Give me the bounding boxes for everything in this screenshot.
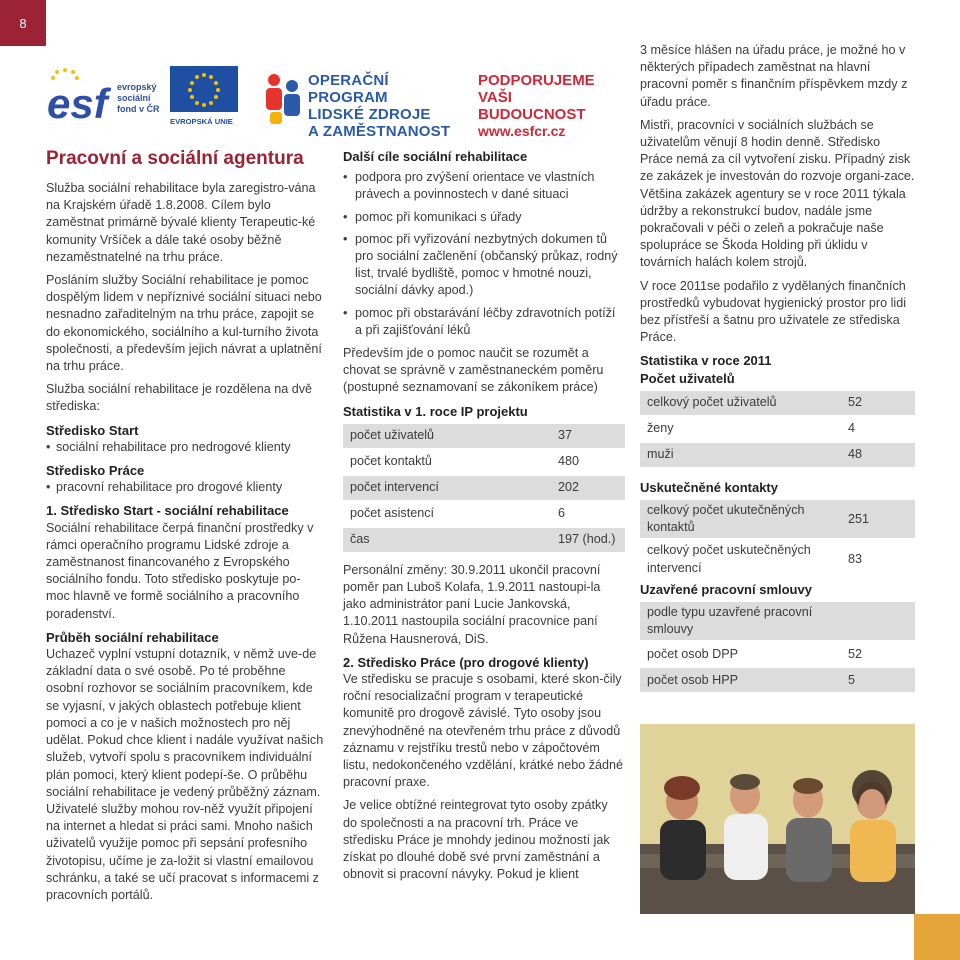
paragraph: 3 měsíce hlášen na úřadu práce, je možné ho v některých případech zaměstnat na hlavní pracovní poměr s finančním příspěvkem mzdy z úřadu práce. (640, 43, 908, 109)
heading-kontakty: Uskutečněné kontakty (640, 479, 778, 495)
page-title: Pracovní a sociální agentura (46, 148, 304, 169)
table-row: ženy 4 (647, 421, 856, 436)
table-row: podle typu uzavřené pracovní smlouvy (640, 602, 915, 640)
table-row: celkový počet uskutečněných intervencí 83 (647, 543, 863, 575)
paragraph: Je velice obtížné reintegrovat tyto osoby zpátky do společnosti a na pracovní trh. Práce ve středisku Práce je mnohdy jedinou možností jak získat po dlouhé době své první zaměstnání a obnovit si pracovní návyky. Pokud je klient (343, 798, 610, 882)
eu-flag-logo (170, 66, 240, 128)
podporujeme-logo: PODPORUJEME VAŠI BUDOUCNOST www.esfcr.cz (478, 66, 618, 128)
paragraph: Ve středisku se pracuje s osobami, které skon-čily roční resocializační program v terapeutické komunitě pro drogově závislé. Tyto osoby jsou znevýhodněné na otevřeném trhu práce z důvodů záznamu v rejstříku trestů nebo v zápočtovém listu, nedokončeného vzdělání, krátké nebo žádné pracovní praxe. (343, 672, 624, 790)
heading-statistika-2011: Statistika v roce 2011 (640, 353, 772, 369)
corner-decoration (914, 914, 960, 960)
op-lzz-logo: OPERAČNÍ PROGRAM LIDSKÉ ZDROJE A ZAMĚSTNANOST (262, 66, 462, 128)
heading-pocet-uzivatelu: Počet uživatelů (640, 370, 735, 386)
stats-table-ip (343, 422, 625, 554)
list-item: • pomoc při komunikaci s úřady (343, 209, 625, 226)
heading-stredisko-prace: Středisko Práce (46, 463, 145, 479)
table-row: čas 197 (hod.) (343, 528, 625, 552)
bullet-list (46, 439, 324, 456)
table-row: počet intervencí 202 (343, 476, 625, 500)
paragraph: V roce 2011se podařilo z vydělaných finančních prostředků vybudovat hygienický prostor pro lidi bez přístřeší a šatnu pro uživatele ze střediska Práce. (640, 278, 906, 345)
list-item: • sociální rehabilitace pro nedrogové klienty (46, 439, 324, 456)
table-row: muži 48 (640, 443, 915, 467)
esf-wordmark: esf (47, 80, 108, 127)
esf-logo (47, 66, 165, 128)
column-right (640, 42, 915, 702)
column-left (46, 148, 324, 910)
table-row: celkový počet uživatelů 52 (640, 391, 915, 415)
svg-text:EVROPSKÁ UNIE: EVROPSKÁ UNIE (170, 117, 233, 126)
bullet-list (46, 479, 324, 496)
table-row: počet kontaktů 480 (350, 454, 580, 469)
paragraph: Sociální rehabilitace čerpá finanční prostředky v rámci operačního programu Lidské zdroje a zaměstnanost financovaného z Evropského sociálního fondu. Toto středisko poskytuje po-moc hlavně ve formě sociálního a pracovního poradenství. (46, 520, 314, 621)
page-number: 8 (0, 0, 46, 46)
table-row: počet osob HPP 5 (640, 668, 915, 692)
heading-statistika-ip: Statistika v 1. roce IP projektu (343, 403, 528, 419)
heading-section-1: 1. Středisko Start - sociální rehabilitace (46, 503, 289, 519)
paragraph: Služba sociální rehabilitace je rozdělena na dvě střediska: (46, 382, 313, 414)
heading-smlouvy: Uzavřené pracovní smlouvy (640, 581, 812, 597)
heading-prubeh: Průběh sociální rehabilitace (46, 629, 219, 645)
list-item: • pracovní rehabilitace pro drogové klienty (46, 479, 324, 496)
esf-url: www.esfcr.cz (478, 123, 566, 139)
svg-text:fond v ČR: fond v ČR (117, 104, 160, 114)
table-row: počet uživatelů 37 (343, 424, 625, 448)
svg-text:evropský: evropský (117, 82, 157, 92)
list-item: • pomoc při vyřizování nezbytných dokumen tů pro sociální začlenění (občanský průkaz, rodný list, trvalé bydliště, pomoc v hmotné nouzi, sociální dávky apod.) (343, 231, 625, 300)
stats-table-contacts (640, 498, 915, 581)
stats-table-contracts (640, 600, 915, 694)
heading-dalsi-cile: Další cíle sociální rehabilitace (343, 149, 528, 164)
table-row: celkový počet ukutečněných kontaktů 251 (640, 500, 915, 538)
paragraph: Služba sociální rehabilitace byla zaregistro-vána na Krajském úřadě 1.8.2008. Cílem bylo zaměstnat primárně bývalé klienty Terapeutic-ké komunity Vršíček a dále také osoby běžně nezaměstnatelné na trhu práce. (46, 181, 316, 264)
column-middle (343, 148, 625, 890)
heading-stredisko-start: Středisko Start (46, 422, 139, 438)
group-photo (640, 724, 915, 914)
paragraph: Mistři, pracovníci v sociálních službách se uživatelům věnují 8 hodin denně. Středisko Práce nemá za cíl vytvoření zisku. Případný zisk ze zakázek je investován do rozvoje organi-zace. Většina zakázek agentury se v roce 2011 týkala údržby a rekonstrukcí budov, nadále jsme pokračovali v péči o zeleň a pokračuje naše spolupráce se Škoda Holding při úklidu v továrních halách kolem strojů. (640, 117, 915, 270)
heading-section-2: 2. Středisko Práce (pro drogové klienty) (343, 654, 589, 670)
table-row: počet asistencí 6 (350, 506, 566, 521)
list-item: • pomoc při obstarávání léčby zdravotních potíží a při zajišťování léků (343, 305, 625, 339)
bullet-list (343, 169, 625, 339)
stats-table-users (640, 389, 915, 469)
list-item: • podpora pro zvýšení orientace ve vlastních právech a povinnostech v dané situaci (343, 169, 625, 203)
table-row: počet osob DPP 52 (647, 646, 863, 661)
paragraph: Posláním služby Sociální rehabilitace je pomoc dospělým lidem v nepříznivé sociální situaci nebo nesnadno zařaditelným na trhu práce, zapojit se do ekonomického, sociálního a kul-turního života společnosti, a především jejich návrat a uplatnění na trhu práce. (46, 273, 322, 374)
svg-text:sociální: sociální (117, 93, 151, 103)
paragraph: Uchazeč vyplní vstupní dotazník, v němž uve-de základní data o své osobě. Po té proběhne osobní rozhovor se sociálním pracovníkem, kde se vyjasní, v jakých oblastech potřebuje klient pomoci a co je v našich možnostech pro něj udělat. Pokud chce klient i nadále využívat našich služeb, vytvoří spolu s pracovníkem individuální plán pomoci, který klient podepí-še. O průběhu sociální rehabilitace je vedený průběžný záznam. Uživatelé služby mohou rov-něž využít připojení na internet a hledat si práci sami. Mnoho našich uživatelů využije pomoc při sepsání profesního životopisu, učíme je za-ložit si vlastní emailovou schránku, a také se učí pracovat s informacemi z pracovních portálů. (46, 647, 324, 902)
paragraph: Především jde o pomoc naučit se rozumět a chovat se správně v zaměstnaneckém poměru (postupné seznamovaní se zákoníkem práce) (343, 346, 604, 395)
paragraph: Personální změny: 30.9.2011 ukončil pracovní poměr pan Luboš Kolafa, 1.9.2011 nastoupi-la jako administrátor paní Lucie Jankovská, 1.10.2011 nastoupila sociální pracovnice paní Růžena Hausnerová, DiS. (343, 562, 601, 646)
